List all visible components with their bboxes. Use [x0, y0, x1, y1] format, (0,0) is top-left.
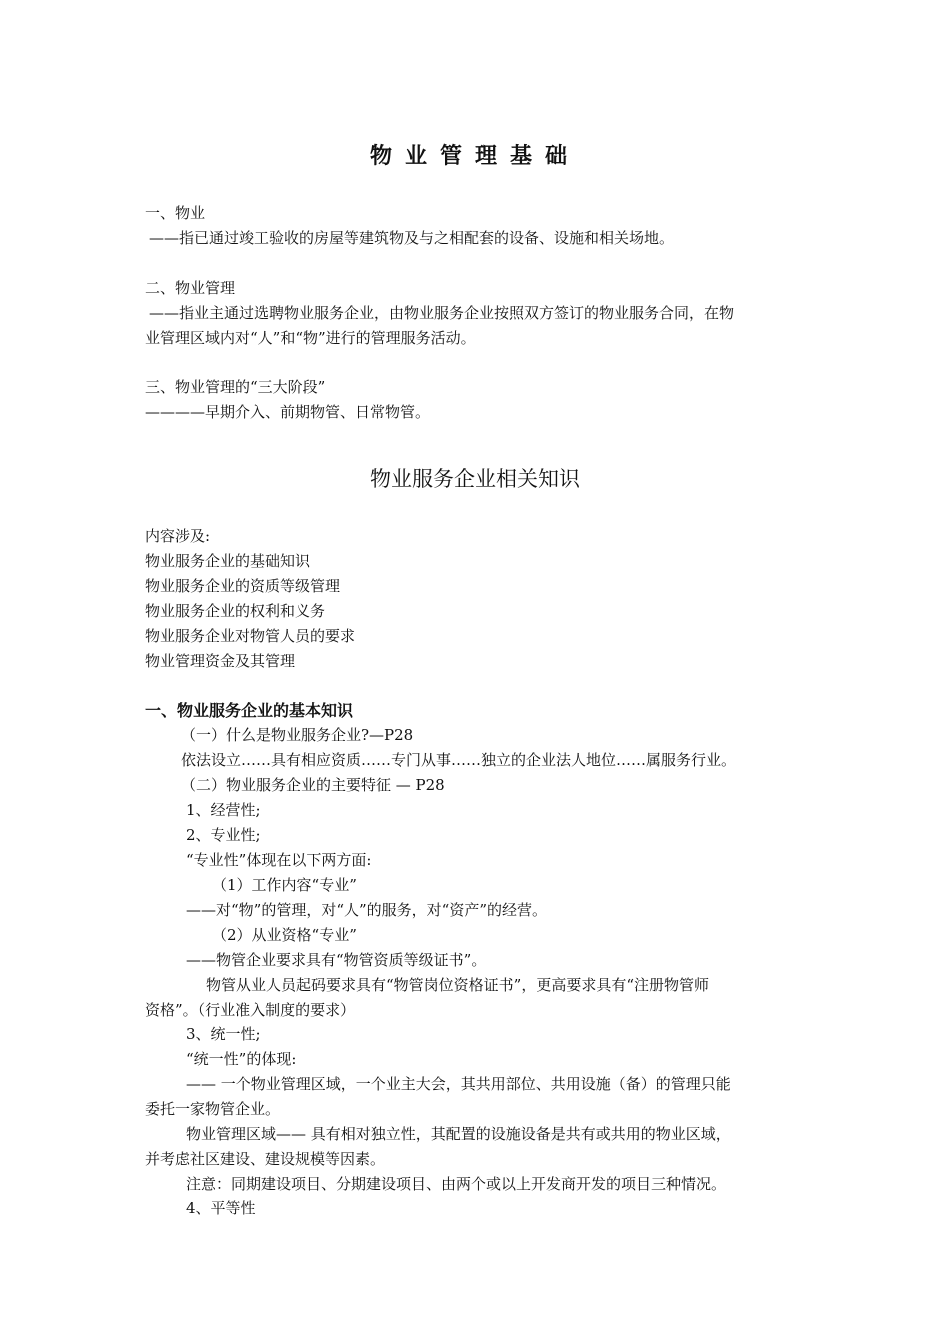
- feature-item: 3、统一性;: [186, 1025, 261, 1043]
- content-label: 内容涉及:: [145, 527, 211, 545]
- body-text: “统一性”的体现:: [186, 1050, 297, 1068]
- body-text: 资格”。（行业准入制度的要求）: [145, 1001, 356, 1019]
- section-body: 业管理区域内对“人”和“物”进行的管理服务活动。: [145, 329, 476, 347]
- body-text: —— 一个物业管理区域，一个业主大会，其共用部位、共用设施（备）的管理只能: [186, 1075, 731, 1093]
- sub-item: （2）从业资格“专业”: [212, 926, 357, 944]
- list-item: 物业服务企业的基础知识: [145, 552, 311, 570]
- sub-item: （1）工作内容“专业”: [212, 876, 357, 894]
- body-text: “专业性”体现在以下两方面:: [186, 851, 372, 869]
- question-heading: （二）物业服务企业的主要特征 — P28: [181, 776, 445, 794]
- body-text: ——物管企业要求具有“物管资质等级证书”。: [186, 951, 487, 969]
- list-item: 物业服务企业的权利和义务: [145, 602, 326, 620]
- subtitle: 物业服务企业相关知识: [370, 467, 580, 491]
- feature-item: 2、专业性;: [186, 826, 261, 844]
- section-heading: 一、物业: [145, 204, 206, 222]
- body-text: 物业管理区域—— 具有相对独立性，其配置的设施设备是共有或共用的物业区域，: [186, 1125, 731, 1143]
- main-title: 物业管理基础: [369, 144, 580, 169]
- body-text: 物管从业人员起码要求具有“物管岗位资格证书”，更高要求具有“注册物管师: [206, 976, 710, 994]
- body-text: 并考虑社区建设、建设规模等因素。: [145, 1150, 386, 1168]
- feature-item: 1、经营性;: [186, 801, 261, 819]
- part-heading: 一、物业服务企业的基本知识: [145, 701, 354, 720]
- list-item: 物业管理资金及其管理: [145, 652, 296, 670]
- answer-text: 依法设立……具有相应资质……专门从事……独立的企业法人地位……属服务行业。: [181, 751, 737, 769]
- section-heading: 二、物业管理: [145, 279, 236, 297]
- section-body: ——指已通过竣工验收的房屋等建筑物及与之相配套的设备、设施和相关场地。: [149, 229, 675, 247]
- body-text: ——对“物”的管理，对“人”的服务，对“资产”的经营。: [186, 901, 548, 919]
- list-item: 物业服务企业的资质等级管理: [145, 577, 341, 595]
- list-item: 物业服务企业对物管人员的要求: [145, 627, 356, 645]
- note-text: 注意：同期建设项目、分期建设项目、由两个或以上开发商开发的项目三种情况。: [186, 1175, 727, 1193]
- section-heading: 三、物业管理的“三大阶段”: [145, 378, 326, 396]
- body-text: 委托一家物管企业。: [145, 1100, 281, 1118]
- section-body: ————早期介入、前期物管、日常物管。: [145, 403, 431, 421]
- feature-item: 4、平等性: [186, 1199, 256, 1217]
- section-body: ——指业主通过选聘物业服务企业，由物业服务企业按照双方签订的物业服务合同，在物: [149, 304, 735, 322]
- question-heading: （一）什么是物业服务企业?—P28: [181, 726, 414, 744]
